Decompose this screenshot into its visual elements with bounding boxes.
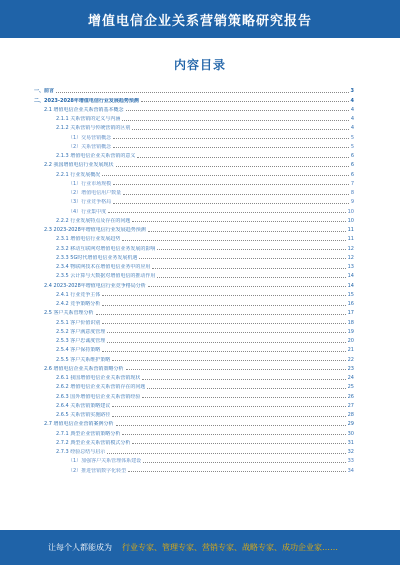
toc-entry-page: 5 bbox=[350, 134, 354, 141]
toc-leader-dots bbox=[102, 351, 345, 352]
toc-entry-title: 2.6.3 国外增值电信企业关系营销经验 bbox=[56, 393, 141, 400]
toc-entry-title: （1）交易营销概念 bbox=[68, 134, 112, 141]
toc-entry-page: 21 bbox=[347, 347, 354, 354]
toc-entry-title: 2.7.1 典型企业营销策略分析 bbox=[56, 430, 121, 437]
toc-leader-dots bbox=[152, 268, 345, 269]
toc-entry-page: 30 bbox=[347, 430, 354, 437]
toc-entry-title: 2.6.5 关系营销实施路径 bbox=[56, 412, 111, 418]
toc-leader-dots bbox=[148, 286, 346, 287]
toc-entry-page: 9 bbox=[350, 199, 354, 206]
toc-entry-page: 4 bbox=[350, 125, 354, 132]
toc-leader-dots bbox=[126, 369, 346, 370]
toc-entry-title: 2.1.2 关系营销与传统营销的区别 bbox=[56, 125, 131, 132]
toc-entry[interactable] bbox=[34, 122, 354, 131]
toc-entry[interactable] bbox=[34, 178, 354, 187]
toc-entry-page: 6 bbox=[350, 162, 354, 169]
toc-entry-title: 2.1 增值电信企业关系营销基本概念 bbox=[44, 106, 124, 113]
toc-entry[interactable] bbox=[34, 104, 354, 113]
toc-leader-dots bbox=[157, 249, 345, 250]
toc-leader-dots bbox=[102, 175, 349, 176]
toc-leader-dots bbox=[143, 462, 345, 463]
toc-entry[interactable] bbox=[34, 289, 354, 298]
toc-entry-title: 2.3.1 增值电信行业发展趋势 bbox=[56, 236, 121, 243]
toc-leader-dots bbox=[107, 332, 345, 333]
table-of-contents bbox=[34, 85, 354, 474]
toc-entry[interactable] bbox=[34, 131, 354, 140]
toc-entry-title: 2.3.3 5G时代增值电信业务发展机遇 bbox=[56, 254, 138, 261]
toc-entry-page: 29 bbox=[347, 421, 354, 428]
toc-entry-title: 2.6.1 我国增值电信企业关系营销现状 bbox=[56, 375, 141, 381]
toc-entry-title: 一、前言 bbox=[34, 88, 55, 95]
toc-entry-page: 15 bbox=[347, 291, 354, 298]
toc-leader-dots bbox=[116, 166, 349, 167]
toc-entry[interactable] bbox=[34, 141, 354, 150]
toc-entry[interactable] bbox=[34, 418, 354, 427]
toc-entry[interactable] bbox=[34, 242, 354, 251]
toc-leader-dots bbox=[108, 212, 345, 213]
toc-entry[interactable] bbox=[34, 252, 354, 261]
toc-entry-page: 23 bbox=[347, 365, 354, 372]
toc-entry[interactable] bbox=[34, 427, 354, 436]
toc-entry-title: 2.7.3 经验总结与启示 bbox=[56, 449, 106, 455]
toc-entry-page: 20 bbox=[347, 338, 354, 344]
toc-leader-dots bbox=[116, 425, 346, 426]
toc-entry-title: （1）行业市场规模 bbox=[68, 180, 112, 187]
toc-entry[interactable] bbox=[34, 372, 354, 381]
toc-entry[interactable] bbox=[34, 298, 354, 307]
toc-leader-dots bbox=[128, 471, 345, 472]
toc-entry-page: 8 bbox=[350, 190, 354, 196]
toc-entry[interactable] bbox=[34, 261, 354, 270]
toc-entry-title: 2.5 客户关系管理分析 bbox=[44, 310, 94, 317]
toc-entry[interactable] bbox=[34, 446, 354, 455]
toc-entry[interactable] bbox=[34, 270, 354, 279]
toc-entry-page: 14 bbox=[347, 273, 354, 280]
toc-entry-page: 32 bbox=[347, 449, 354, 455]
toc-entry-page: 19 bbox=[347, 328, 354, 335]
toc-entry[interactable] bbox=[34, 196, 354, 205]
toc-entry-page: 12 bbox=[347, 245, 354, 252]
toc-entry-title: 2.7.2 典型企业关系营销模式分析 bbox=[56, 439, 131, 446]
toc-leader-dots bbox=[56, 92, 349, 93]
toc-entry-page: 4 bbox=[350, 97, 354, 104]
toc-entry-title: 2.4.2 竞争策略分析 bbox=[56, 301, 101, 307]
toc-entry-title: 2.5.5 客户关系维护策略 bbox=[56, 356, 111, 363]
toc-entry-title: （3）行业竞争格局 bbox=[68, 199, 112, 206]
report-title: 增值电信企业关系营销策略研究报告 bbox=[87, 13, 312, 29]
toc-leader-dots bbox=[113, 184, 349, 185]
toc-leader-dots bbox=[148, 231, 346, 232]
toc-entry-title: 2.2.2 行业发展特点及存在的问题 bbox=[56, 217, 131, 224]
toc-entry-title: 2.5.3 客户忠诚度管理 bbox=[56, 338, 106, 344]
report-header bbox=[0, 0, 400, 38]
toc-entry[interactable] bbox=[34, 400, 354, 409]
toc-leader-dots bbox=[122, 120, 348, 121]
toc-entry[interactable] bbox=[34, 464, 354, 473]
toc-entry-title: 2.5.2 客户满意度管理 bbox=[56, 328, 106, 335]
toc-leader-dots bbox=[123, 194, 349, 195]
toc-entry-page: 33 bbox=[347, 458, 354, 465]
toc-leader-dots bbox=[142, 397, 345, 398]
toc-heading: 内容目录 bbox=[173, 58, 226, 72]
toc-leader-dots bbox=[147, 388, 345, 389]
toc-entry-title: 2.3.2 移动互联网对增值电信业务发展的影响 bbox=[56, 245, 156, 252]
toc-entry-title: （1）加强客户关系管理体系建设 bbox=[68, 458, 142, 465]
toc-entry-page: 25 bbox=[347, 384, 354, 391]
toc-entry-title: （2）关系营销概念 bbox=[68, 143, 112, 150]
toc-entry-title: 2.6.2 增值电信企业关系营销存在的问题 bbox=[56, 384, 146, 391]
toc-entry-title: 2.7 增值电信企业营销案例分析 bbox=[44, 421, 114, 428]
toc-leader-dots bbox=[113, 147, 349, 148]
toc-entry[interactable] bbox=[34, 150, 354, 159]
toc-entry-page: 27 bbox=[347, 402, 354, 409]
toc-leader-dots bbox=[132, 221, 345, 222]
toc-leader-dots bbox=[102, 295, 345, 296]
toc-entry-page: 4 bbox=[350, 106, 354, 113]
toc-entry[interactable] bbox=[34, 363, 354, 372]
toc-entry-title: 2.1.1 关系营销的定义与内涵 bbox=[56, 116, 121, 122]
toc-entry-title: 2.2 我国增值电信行业发展现状 bbox=[44, 162, 114, 169]
toc-entry[interactable] bbox=[34, 409, 354, 418]
toc-entry[interactable] bbox=[34, 390, 354, 399]
toc-entry-page: 7 bbox=[350, 180, 354, 187]
toc-entry-page: 4 bbox=[350, 116, 354, 122]
toc-entry-title: 2.6 增值电信企业关系营销策略分析 bbox=[44, 365, 124, 372]
toc-entry-title: 2.4.1 行业竞争主体 bbox=[56, 291, 101, 298]
toc-entry-page: 28 bbox=[347, 412, 354, 418]
toc-leader-dots bbox=[107, 342, 345, 343]
toc-leader-dots bbox=[142, 379, 345, 380]
toc-entry-page: 6 bbox=[350, 153, 354, 159]
toc-entry-page: 22 bbox=[347, 356, 354, 363]
toc-entry-page: 26 bbox=[347, 393, 354, 400]
toc-entry[interactable] bbox=[34, 224, 354, 233]
toc-entry-title: （2）增值电信用户数量 bbox=[68, 190, 122, 196]
toc-entry-title: 2.5.4 客户保持策略 bbox=[56, 347, 101, 354]
toc-entry[interactable] bbox=[34, 205, 354, 214]
toc-leader-dots bbox=[96, 314, 346, 315]
toc-entry[interactable] bbox=[34, 353, 354, 362]
toc-entry-page: 3 bbox=[350, 88, 354, 95]
toc-entry[interactable] bbox=[34, 381, 354, 390]
toc-leader-dots bbox=[113, 138, 349, 139]
toc-leader-dots bbox=[102, 323, 345, 324]
toc-entry-page: 11 bbox=[347, 227, 354, 233]
footer-roles: 行业专家、管理专家、营销专家、战略专家、成功企业家…… bbox=[122, 543, 338, 552]
toc-entry-page: 34 bbox=[347, 467, 354, 474]
toc-leader-dots bbox=[113, 203, 349, 204]
toc-leader-dots bbox=[112, 416, 345, 417]
toc-entry-page: 16 bbox=[347, 301, 354, 307]
toc-entry-page: 14 bbox=[347, 282, 354, 289]
toc-entry-page: 18 bbox=[347, 319, 354, 326]
toc-leader-dots bbox=[132, 443, 345, 444]
toc-entry-title: 2.6.4 关系营销策略建议 bbox=[56, 402, 111, 409]
toc-entry-title: （2）推进营销数字化转型 bbox=[68, 467, 127, 474]
toc-entry[interactable] bbox=[34, 187, 354, 196]
toc-entry[interactable] bbox=[34, 279, 354, 288]
toc-entry[interactable] bbox=[34, 455, 354, 464]
toc-leader-dots bbox=[107, 453, 345, 454]
toc-leader-dots bbox=[132, 129, 348, 130]
toc-entry-page: 24 bbox=[347, 375, 354, 381]
toc-entry[interactable] bbox=[34, 113, 354, 122]
toc-entry[interactable] bbox=[34, 159, 354, 168]
toc-entry[interactable] bbox=[34, 307, 354, 316]
toc-leader-dots bbox=[112, 360, 345, 361]
toc-entry[interactable] bbox=[34, 94, 354, 103]
toc-entry-title: 2.2.1 行业发展概况 bbox=[56, 171, 101, 178]
toc-leader-dots bbox=[102, 305, 345, 306]
toc-entry-page: 12 bbox=[347, 254, 354, 261]
toc-entry-page: 6 bbox=[350, 171, 354, 178]
toc-entry-title: 2.3.4 物联网技术在增值电信业务中的应用 bbox=[56, 264, 151, 270]
toc-entry[interactable] bbox=[34, 437, 354, 446]
toc-entry[interactable] bbox=[34, 168, 354, 177]
toc-entry[interactable] bbox=[34, 233, 354, 242]
toc-entry-title: 2.4 2023-2028年增值电信行业竞争格局分析 bbox=[44, 282, 146, 289]
toc-entry-title: 2.5.1 客户价值识别 bbox=[56, 319, 101, 326]
toc-entry-page: 10 bbox=[347, 217, 354, 224]
toc-leader-dots bbox=[139, 258, 345, 259]
toc-entry-title: 2.1.3 增值电信企业关系营销的意义 bbox=[56, 153, 136, 159]
toc-entry-title: 二、2023-2028年增值电信行业发展趋势预测 bbox=[34, 97, 139, 104]
toc-leader-dots bbox=[157, 277, 345, 278]
toc-entry-page: 5 bbox=[350, 143, 354, 150]
toc-entry-title: 2.3.5 云计算与大数据对增值电信的推动作用 bbox=[56, 273, 156, 280]
toc-leader-dots bbox=[112, 406, 345, 407]
toc-entry[interactable] bbox=[34, 326, 354, 335]
toc-entry-page: 31 bbox=[347, 439, 354, 446]
toc-entry-page: 13 bbox=[347, 264, 354, 270]
toc-entry[interactable] bbox=[34, 215, 354, 224]
toc-entry[interactable] bbox=[34, 316, 354, 325]
toc-entry-page: 11 bbox=[347, 236, 354, 243]
footer-lead: 让每个人都能成为 bbox=[48, 543, 112, 552]
report-footer bbox=[0, 530, 400, 565]
toc-leader-dots bbox=[141, 101, 349, 102]
toc-entry-page: 17 bbox=[347, 310, 354, 317]
toc-entry[interactable] bbox=[34, 335, 354, 344]
toc-entry-page: 10 bbox=[347, 208, 354, 215]
toc-leader-dots bbox=[126, 110, 349, 111]
toc-entry-title: （4）行业集中度 bbox=[68, 208, 107, 215]
toc-leader-dots bbox=[122, 240, 345, 241]
toc-entry[interactable] bbox=[34, 344, 354, 353]
toc-leader-dots bbox=[122, 434, 345, 435]
toc-entry-title: 2.3 2023-2028年增值电信行业发展趋势预测 bbox=[44, 227, 146, 233]
toc-entry[interactable] bbox=[34, 85, 354, 94]
toc-leader-dots bbox=[137, 157, 348, 158]
